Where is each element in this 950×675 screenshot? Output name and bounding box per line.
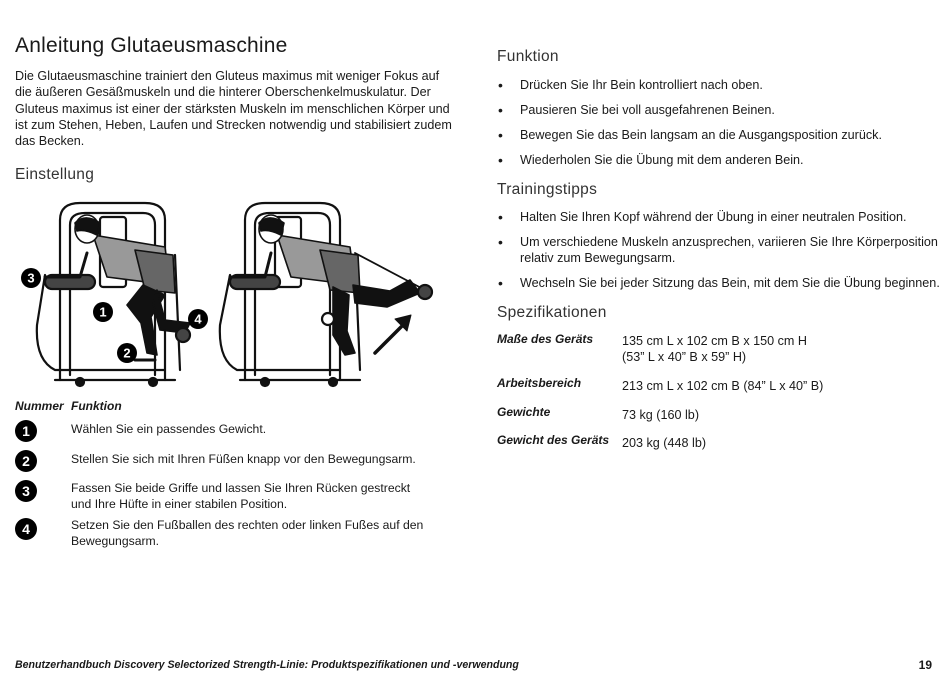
callout-1: [93, 302, 113, 322]
spec-label-geraetegewicht: Gewicht des Geräts: [497, 433, 610, 447]
callout-3: [21, 268, 41, 288]
spec-label-masse: Maße des Geräts: [497, 332, 594, 346]
callout-2: [117, 343, 137, 363]
spec-value-masse-metric: 135 cm L x 102 cm B x 150 cm H: [622, 334, 808, 348]
step-number-badge: 2: [15, 450, 37, 472]
page-number: 19: [918, 658, 932, 672]
list-item: • Pausieren Sie bei voll ausgefahrenen Beinen.: [497, 102, 942, 118]
spec-value-gewichte: 73 kg (160 lb): [622, 408, 700, 422]
list-item: • Halten Sie Ihren Kopf während der Übung in einer neutralen Position.: [497, 209, 942, 225]
step-text: Fassen Sie beide Griffe und lassen Sie Ihren Rücken gestreckt und Ihre Hüfte in einer stabilen Position.: [71, 481, 411, 511]
page-title: Anleitung Glutaeusmaschine: [15, 34, 288, 57]
callout-3-label: 3: [27, 270, 35, 286]
footer-text: Benutzerhandbuch Discovery Selectorized Strength-Linie: Produktspezifikationen und -verwendung: [15, 659, 519, 671]
spec-label-arbeitsbereich: Arbeitsbereich: [497, 376, 582, 390]
step-text: Setzen Sie den Fußballen des rechten oder linken Fußes auf den Bewegungsarm.: [71, 518, 424, 548]
intro-paragraph: Die Glutaeusmaschine trainiert den Gluteus maximus mit weniger Fokus auf die äußeren Gesäßmuskeln und die hinterer Oberschenkelmuskulatur. Der Gluteus maximus ist einer der stärksten Muskeln im menschlichen Körper und ist zum Stehen, Heben, Laufen und Strecken notwendig und stabilisiert zudem das Becken.: [15, 69, 452, 149]
spec-value-geraetegewicht: 203 kg (448 lb): [622, 436, 707, 450]
callout-1-label: 1: [99, 304, 107, 320]
list-item: • Wiederholen Sie die Übung mit dem anderen Bein.: [497, 152, 942, 168]
trainingstipps-list: [497, 209, 942, 291]
table-header-funktion: Funktion: [71, 399, 122, 413]
table-header-nummer: Nummer: [15, 399, 64, 413]
machine-illustration: [15, 195, 445, 395]
step-text: Wählen Sie ein passendes Gewicht.: [71, 422, 267, 436]
list-item: • Um verschiedene Muskeln anzusprechen, variieren Sie Ihre Körperposition relativ zum Bewegungsarm.: [497, 234, 942, 266]
callout-4-label: 4: [194, 311, 202, 327]
list-item: • Drücken Sie Ihr Bein kontrolliert nach oben.: [497, 77, 942, 93]
callout-2-label: 2: [123, 345, 131, 361]
spec-label-gewichte: Gewichte: [497, 405, 551, 419]
callout-4: [188, 309, 208, 329]
step-number-badge: 1: [15, 420, 37, 442]
spec-value-masse-imperial: (53” L x 40” B x 59” H): [622, 350, 747, 364]
funktion-heading: Funktion: [497, 48, 559, 65]
list-item: • Bewegen Sie das Bein langsam an die Ausgangsposition zurück.: [497, 127, 942, 143]
einstellung-heading: Einstellung: [15, 166, 95, 183]
spec-value-masse: [622, 333, 922, 365]
trainingstipps-heading: Trainingstipps: [497, 181, 598, 198]
spezifikationen-heading: Spezifikationen: [497, 304, 607, 321]
step-text: Stellen Sie sich mit Ihren Füßen knapp vor den Bewegungsarm.: [71, 452, 416, 466]
step-number-badge: 4: [15, 518, 37, 540]
list-item: • Wechseln Sie bei jeder Sitzung das Bein, mit dem Sie die Übung beginnen.: [497, 275, 942, 291]
step-number-badge: 3: [15, 480, 37, 502]
spec-value-arbeitsbereich: 213 cm L x 102 cm B (84” L x 40” B): [622, 379, 824, 393]
funktion-list: [497, 77, 942, 168]
